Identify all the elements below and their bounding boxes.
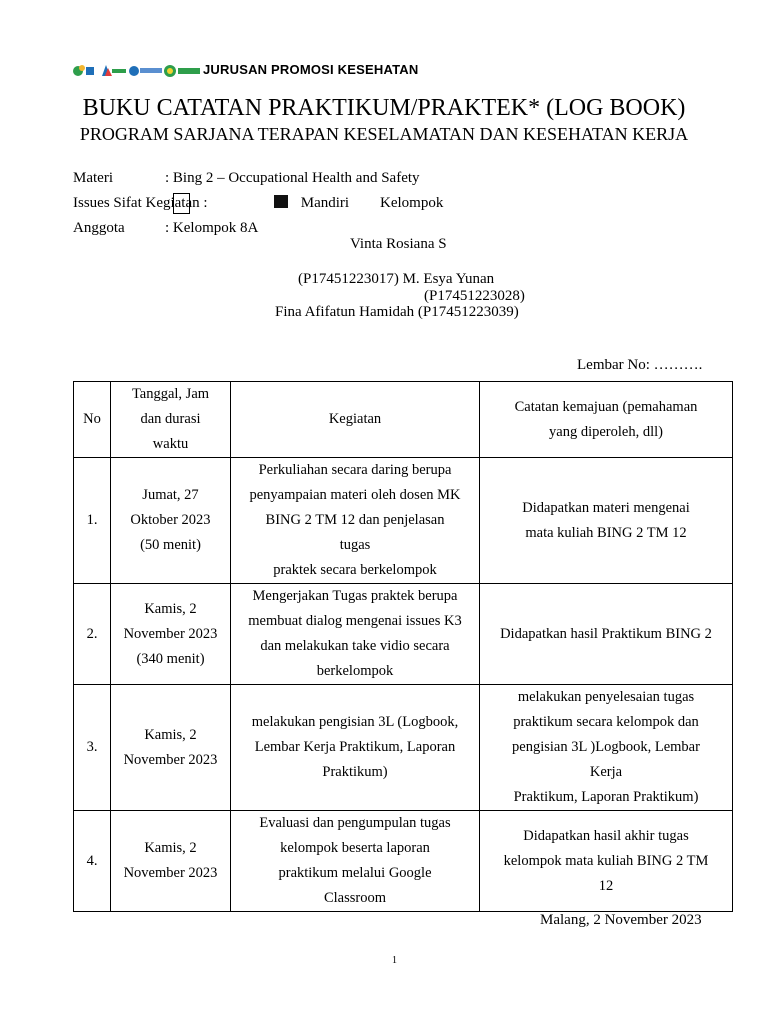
- row-kegiatan: Mengerjakan Tugas praktek berupa membuat dialog mengenai issues K3 dan melakukan take vidio secara berkelompok: [231, 584, 480, 685]
- row-no: 1.: [74, 458, 111, 584]
- table-row: [74, 811, 733, 912]
- checked-box-icon: [274, 195, 288, 208]
- table-row: [74, 685, 733, 811]
- logbook-table: [73, 381, 733, 912]
- document-title: BUKU CATATAN PRAKTIKUM/PRAKTEK* (LOG BOOK): [82, 95, 686, 121]
- row-no: 3.: [74, 685, 111, 811]
- header-no: No: [74, 382, 111, 458]
- row-no: 4.: [74, 811, 111, 912]
- institution-logos: [72, 62, 200, 80]
- option-mandiri-label: Mandiri: [300, 195, 350, 211]
- department-name: JURUSAN PROMOSI KESEHATAN: [203, 62, 419, 77]
- row-tanggal: Kamis, 2 November 2023: [111, 811, 231, 912]
- member-line-4: Fina Afifatun Hamidah (P17451223039): [275, 304, 519, 320]
- row-kegiatan: Perkuliahan secara daring berupa penyampaian materi oleh dosen MK BING 2 TM 12 dan penjelasan tugas praktek secara berkelompok: [231, 458, 480, 584]
- page-number: 1: [392, 955, 397, 966]
- row-tanggal: Kamis, 2 November 2023: [111, 685, 231, 811]
- row-tanggal: Kamis, 2 November 2023 (340 menit): [111, 584, 231, 685]
- member-line-1: Vinta Rosiana S: [350, 236, 447, 252]
- row-tanggal: Jumat, 27 Oktober 2023 (50 menit): [111, 458, 231, 584]
- text-cursor-box: [173, 193, 190, 214]
- option-kelompok-label: Kelompok: [380, 195, 444, 211]
- row-kegiatan: melakukan pengisian 3L (Logbook, Lembar Kerja Praktikum, Laporan Praktikum): [231, 685, 480, 811]
- header-tanggal: Tanggal, Jam dan durasi waktu: [111, 382, 231, 458]
- materi-label: Materi: [73, 170, 113, 186]
- member-line-2: (P17451223017) M. Esya Yunan: [298, 271, 495, 287]
- poltekkes-logo-icon: [164, 65, 200, 77]
- row-catatan: Didapatkan hasil Praktikum BING 2: [480, 584, 733, 685]
- table-header-row: [74, 382, 733, 458]
- header-catatan: Catatan kemajuan (pemahaman yang diperoleh, dll): [480, 382, 733, 458]
- anggota-value: : Kelompok 8A: [165, 220, 259, 236]
- germas-logo-icon: [102, 65, 126, 76]
- promosi-logo-icon: [129, 66, 162, 76]
- row-catatan: melakukan penyelesaian tugas praktikum secara kelompok dan pengisian 3L )Logbook, Lembar Kerja Praktikum, Laporan Praktikum): [480, 685, 733, 811]
- row-kegiatan: Evaluasi dan pengumpulan tugas kelompok beserta laporan praktikum melalui Google Classroom: [231, 811, 480, 912]
- row-catatan: Didapatkan materi mengenai mata kuliah BING 2 TM 12: [480, 458, 733, 584]
- lembar-number: Lembar No: ……….: [577, 357, 703, 373]
- kemenkes-logo-icon: [73, 65, 94, 76]
- program-subtitle: PROGRAM SARJANA TERAPAN KESELAMATAN DAN KESEHATAN KERJA: [79, 124, 689, 144]
- member-line-3: (P17451223028): [424, 288, 525, 304]
- materi-value: : Bing 2 – Occupational Health and Safety: [165, 170, 420, 186]
- table-row: [74, 584, 733, 685]
- header-kegiatan: Kegiatan: [231, 382, 480, 458]
- place-date: Malang, 2 November 2023: [540, 912, 702, 928]
- sifat-kegiatan-label: Issues Sifat Kegiatan :: [73, 195, 208, 211]
- anggota-label: Anggota: [73, 220, 125, 236]
- option-mandiri: [274, 195, 349, 212]
- row-no: 2.: [74, 584, 111, 685]
- table-row: [74, 458, 733, 584]
- row-catatan: Didapatkan hasil akhir tugas kelompok mata kuliah BING 2 TM 12: [480, 811, 733, 912]
